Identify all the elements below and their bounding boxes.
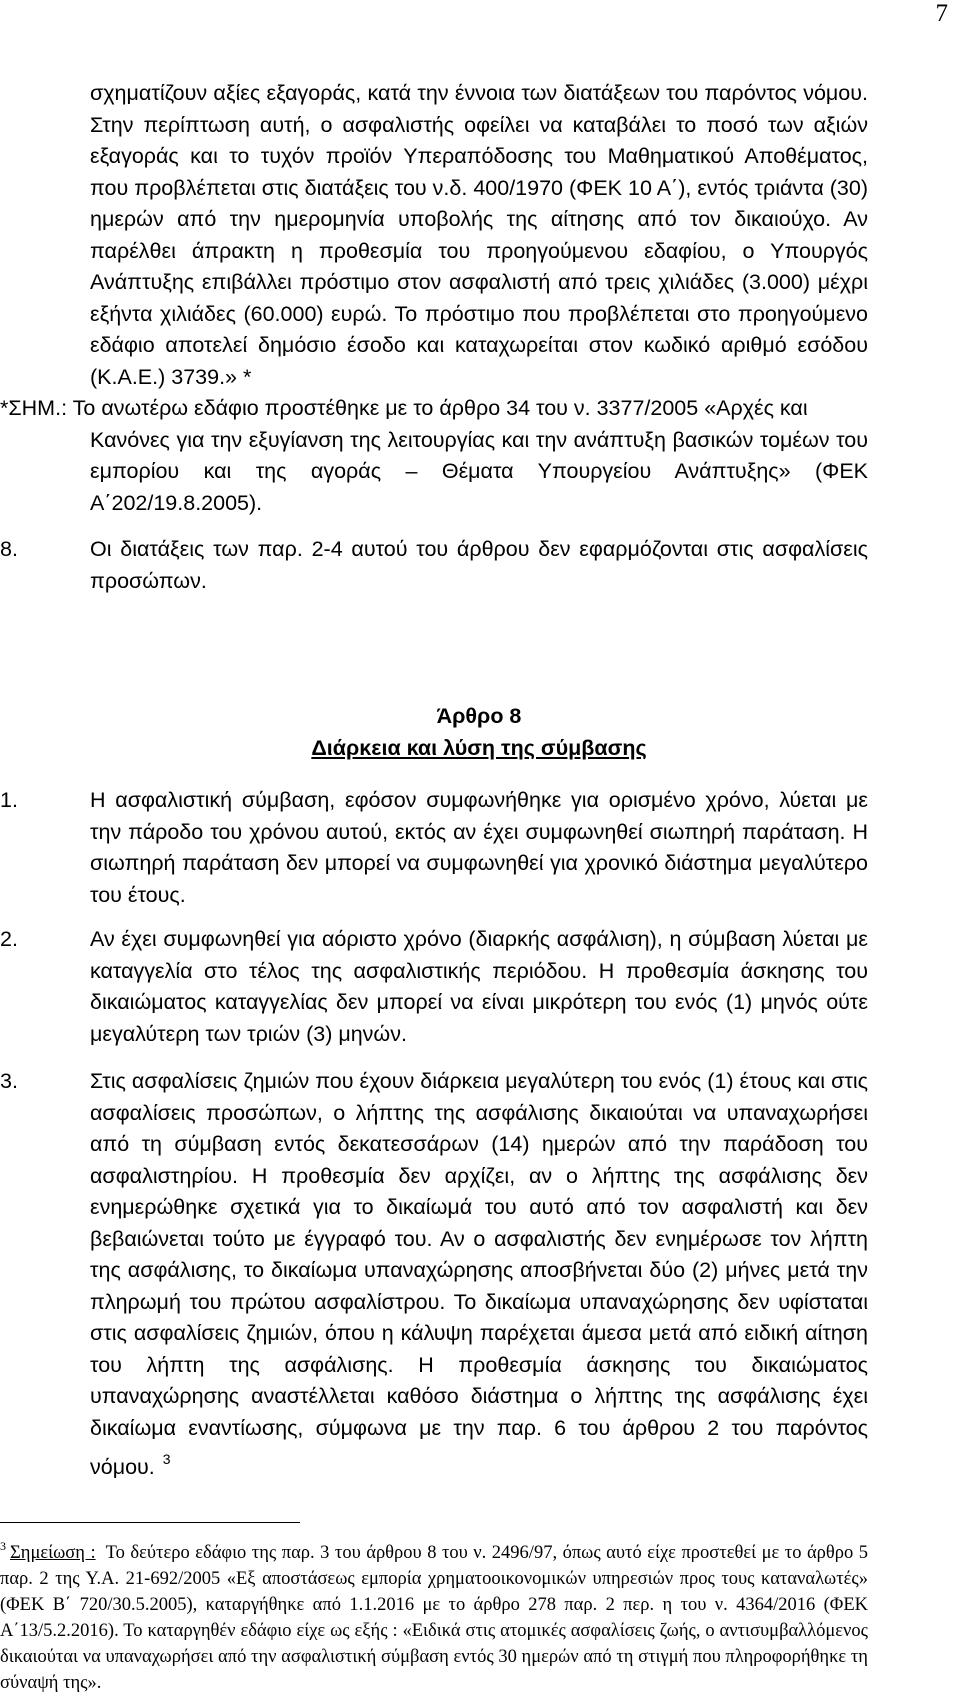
footnote-text: Το δεύτερο εδάφιο της παρ. 3 του άρθρου 8 του ν. 2496/97, όπως αυτό είχε προστεθεί με το άρθρο 5 παρ. 2 της Υ.Α. 21-692/2005 «Εξ αποστάσεως εμπορία χρηματοοικονομικών υπηρεσιών προς τους καταναλωτές» (ΦΕΚ Β΄ 720/30.5.2005), καταργήθηκε από 1.1.2016 με το άρθρο 278 παρ. 2 περ. η του ν. 4364/2016 (ΦΕΚ Α΄13/5.2.2016). Το καταργηθέν εδάφιο είχε ως εξής : «Ειδικά στις ατομικές ασφαλίσεις ζωής, ο αντισυμβαλλόμενος δικαιούται να υπαναχωρήσει από την ασφαλιστική σύμβαση εντός 30 ημερών από τη στιγμή που πληροφορήθηκε τη σύναψή της».: [0, 1543, 868, 1693]
amendment-note-first-line: *ΣΗΜ.: Το ανωτέρω εδάφιο προστέθηκε με το άρθρο 34 του ν. 3377/2005 «Αρχές και: [0, 396, 808, 420]
footnote-reference[interactable]: 3: [162, 1451, 171, 1467]
article-item-3-number: 3.: [0, 1069, 18, 1093]
article-item-3-text-wrap: [90, 1066, 868, 1484]
footnote-label: Σημείωση :: [10, 1543, 96, 1563]
article-item-2: [0, 924, 868, 1050]
footnote-mark: 3: [0, 1539, 6, 1553]
article-item-1: [0, 785, 868, 911]
article-item-2-text: Αν έχει συμφωνηθεί για αόριστο χρόνο (διαρκής ασφάλιση), η σύμβαση λύεται με καταγγελία στο τέλος της ασφαλιστικής περιόδου. Η προθεσμία άσκησης του δικαιώματος καταγγελίας δεν μπορεί να είναι μικρότερη του ενός (1) μηνός ούτε μεγαλύτερη των τριών (3) μηνών.: [90, 927, 868, 1046]
footnote: [0, 1533, 868, 1696]
footnote-separator: [0, 1522, 300, 1523]
article-heading: [90, 701, 868, 764]
article-title: Άρθρο 8: [436, 704, 522, 728]
article-item-1-text: Η ασφαλιστική σύμβαση, εφόσον συμφωνήθηκε για ορισμένο χρόνο, λύεται με την πάροδο του χρόνου αυτού, εκτός αν έχει συμφωνηθεί σιωπηρή παράταση. Η σιωπηρή παράταση δεν μπορεί να συμφωνηθεί για χρονικό διάστημα μεγαλύτερο του έτους.: [90, 788, 868, 907]
page-number: 7: [935, 0, 948, 27]
paragraph-8-text: Οι διατάξεις των παρ. 2-4 αυτού του άρθρου δεν εφαρμόζονται στις ασφαλίσεις προσώπων.: [90, 537, 868, 593]
continuation-paragraph: σχηματίζουν αξίες εξαγοράς, κατά την έννοια των διατάξεων του παρόντος νόμου. Στην περίπτωση αυτή, ο ασφαλιστής οφείλει να καταβάλει το ποσό των αξιών εξαγοράς και το τυχόν προϊόν Υπεραπόδοσης του Μαθηματικού Αποθέματος, που προβλέπεται στις διατάξεις του ν.δ. 400/1970 (ΦΕΚ 10 Α΄), εντός τριάντα (30) ημερών από την ημερομηνία υποβολής της αίτησης από τον δικαιούχο. Αν παρέλθει άπρακτη η προθεσμία του προηγούμενου εδαφίου, ο Υπουργός Ανάπτυξης επιβάλλει πρόστιμο στον ασφαλιστή από τρεις χιλιάδες (3.000) μέχρι εξήντα χιλιάδες (60.000) ευρώ. Το πρόστιμο που προβλέπεται στο προηγούμενο εδάφιο αποτελεί δημόσιο έσοδο και καταχωρείται στον κωδικό αριθμό εσόδου (Κ.Α.Ε.) 3739.» *: [90, 81, 868, 389]
article-subtitle: Διάρκεια και λύση της σύμβασης: [311, 735, 647, 760]
amendment-note: [0, 393, 868, 519]
article-item-3-text: Στις ασφαλίσεις ζημιών που έχουν διάρκεια μεγαλύτερη του ενός (1) έτους και στις ασφαλίσεις προσώπων, ο λήπτης της ασφάλισης δικαιούται να υπαναχωρήσει από τη σύμβαση εντός δεκατεσσάρων (14) ημερών από την παράδοση του ασφαλιστηρίου. Η προθεσμία δεν αρχίζει, αν ο λήπτης της ασφάλισης δεν ενημερώθηκε σχετικά για το δικαίωμά του αυτό από τον ασφαλιστή και δεν βεβαιώνεται τούτο με έγγραφό του. Αν ο ασφαλιστής δεν ενημέρωσε τον λήπτη της ασφάλισης, το δικαίωμα υπαναχώρησης αποσβήνεται δύο (2) μήνες μετά την πληρωμή του πρώτου ασφαλίστρου. Το δικαίωμα υπαναχώρησης δεν υφίσταται στις ασφαλίσεις ζημιών, όπου η κάλυψη παρέχεται άμεσα μετά από ειδική αίτηση του λήπτη της ασφάλισης. Η προθεσμία άσκησης του δικαιώματος υπαναχώρησης αναστέλλεται καθόσο διάστημα ο λήπτης της ασφάλισης έχει δικαίωμα εναντίωσης, σύμφωνα με την παρ. 6 του άρθρου 2 του παρόντος νόμου.: [90, 1069, 868, 1479]
amendment-note-continuation: Κανόνες για την εξυγίανση της λειτουργίας και την ανάπτυξη βασικών τομέων του εμπορίου και της αγοράς – Θέματα Υπουργείου Ανάπτυξης» (ΦΕΚ Α΄202/19.8.2005).: [90, 427, 868, 515]
article-item-2-number: 2.: [0, 927, 18, 951]
paragraph-8-number: 8.: [0, 537, 18, 561]
article-item-1-number: 1.: [0, 788, 18, 812]
paragraph-8: [0, 534, 868, 597]
article-item-3: [0, 1066, 868, 1484]
